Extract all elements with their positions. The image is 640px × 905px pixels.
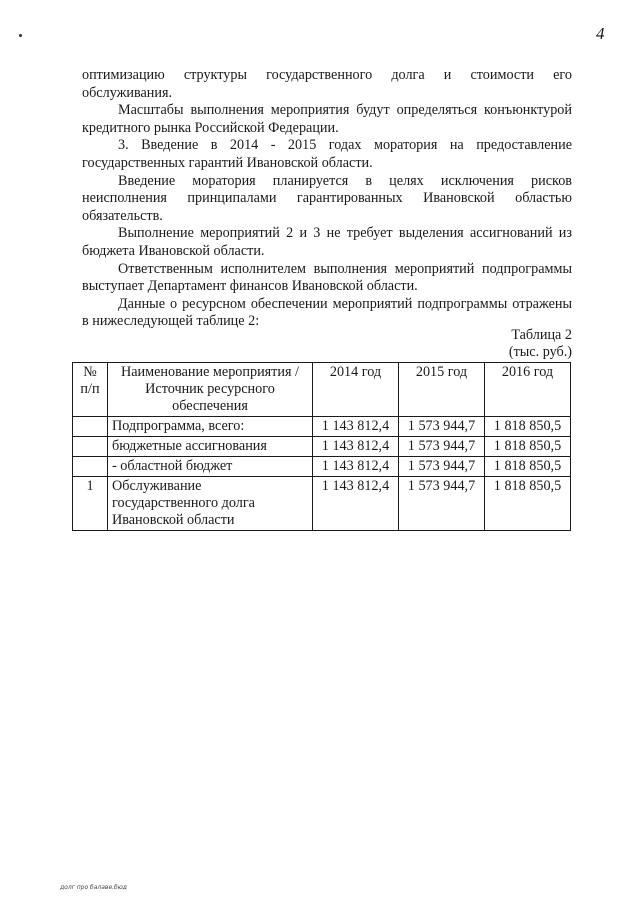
row-name: Подпрограмма, всего: — [108, 417, 313, 437]
table-title: Таблица 2 — [511, 327, 572, 343]
value-2015: 1 573 944,7 — [399, 437, 485, 457]
paragraph: Масштабы выполнения мероприятия будут определяться конъюнктурой кредитного рынка Российской Федерации. — [82, 102, 572, 136]
value-2016: 1 818 850,5 — [485, 417, 571, 437]
table-row — [73, 477, 571, 531]
row-num: 1 — [73, 477, 108, 531]
table-caption — [382, 327, 572, 361]
table-header-row — [73, 363, 571, 417]
paragraph: Ответственным исполнителем выполнения мероприятий подпрограммы выступает Департамент финансов Ивановской области. — [82, 260, 572, 295]
paragraph: Введение моратория планируется в целях исключения рисков неисполнения принципалами гарантированных Ивановской областью обязательств. — [82, 172, 572, 224]
scan-dot-mark — [19, 34, 22, 37]
value-2014: 1 143 812,4 — [313, 437, 399, 457]
header-name: Наименование мероприятия / Источник ресурсного обеспечения — [108, 363, 313, 417]
header-2016: 2016 год — [485, 363, 571, 417]
paragraph: оптимизацию структуры государственного долга и стоимости его обслуживания. — [82, 67, 572, 101]
value-2016: 1 818 850,5 — [485, 437, 571, 457]
row-num — [73, 437, 108, 457]
paragraph: Данные о ресурсном обеспечении мероприятий подпрограммы отражены в нижеследующей таблице 2: — [82, 295, 572, 330]
body-text — [82, 67, 572, 331]
header-2015: 2015 год — [399, 363, 485, 417]
row-num — [73, 457, 108, 477]
value-2014: 1 143 812,4 — [313, 457, 399, 477]
page-number: 4 — [596, 24, 605, 43]
footer-file-note: долг про балаве.бюд — [60, 884, 127, 891]
row-name: бюджетные ассигнования — [108, 437, 313, 457]
value-2015: 1 573 944,7 — [399, 477, 485, 531]
table-units: (тыс. руб.) — [508, 344, 572, 360]
row-name: - областной бюджет — [108, 457, 313, 477]
value-2016: 1 818 850,5 — [485, 477, 571, 531]
header-2014: 2014 год — [313, 363, 399, 417]
table-row — [73, 457, 571, 477]
header-num: № п/п — [73, 363, 108, 417]
table-row — [73, 437, 571, 457]
row-name: Обслуживание государственного долга Ивановской области — [108, 477, 313, 531]
resource-table — [72, 362, 571, 531]
paragraph: 3. Введение в 2014 - 2015 годах моратория на предоставление государственных гарантий Ивановской области. — [82, 137, 572, 171]
value-2016: 1 818 850,5 — [485, 457, 571, 477]
table-row — [73, 417, 571, 437]
value-2015: 1 573 944,7 — [399, 457, 485, 477]
value-2014: 1 143 812,4 — [313, 477, 399, 531]
value-2014: 1 143 812,4 — [313, 417, 399, 437]
value-2015: 1 573 944,7 — [399, 417, 485, 437]
paragraph: Выполнение мероприятий 2 и 3 не требует выделения ассигнований из бюджета Ивановской области. — [82, 225, 572, 259]
row-num — [73, 417, 108, 437]
